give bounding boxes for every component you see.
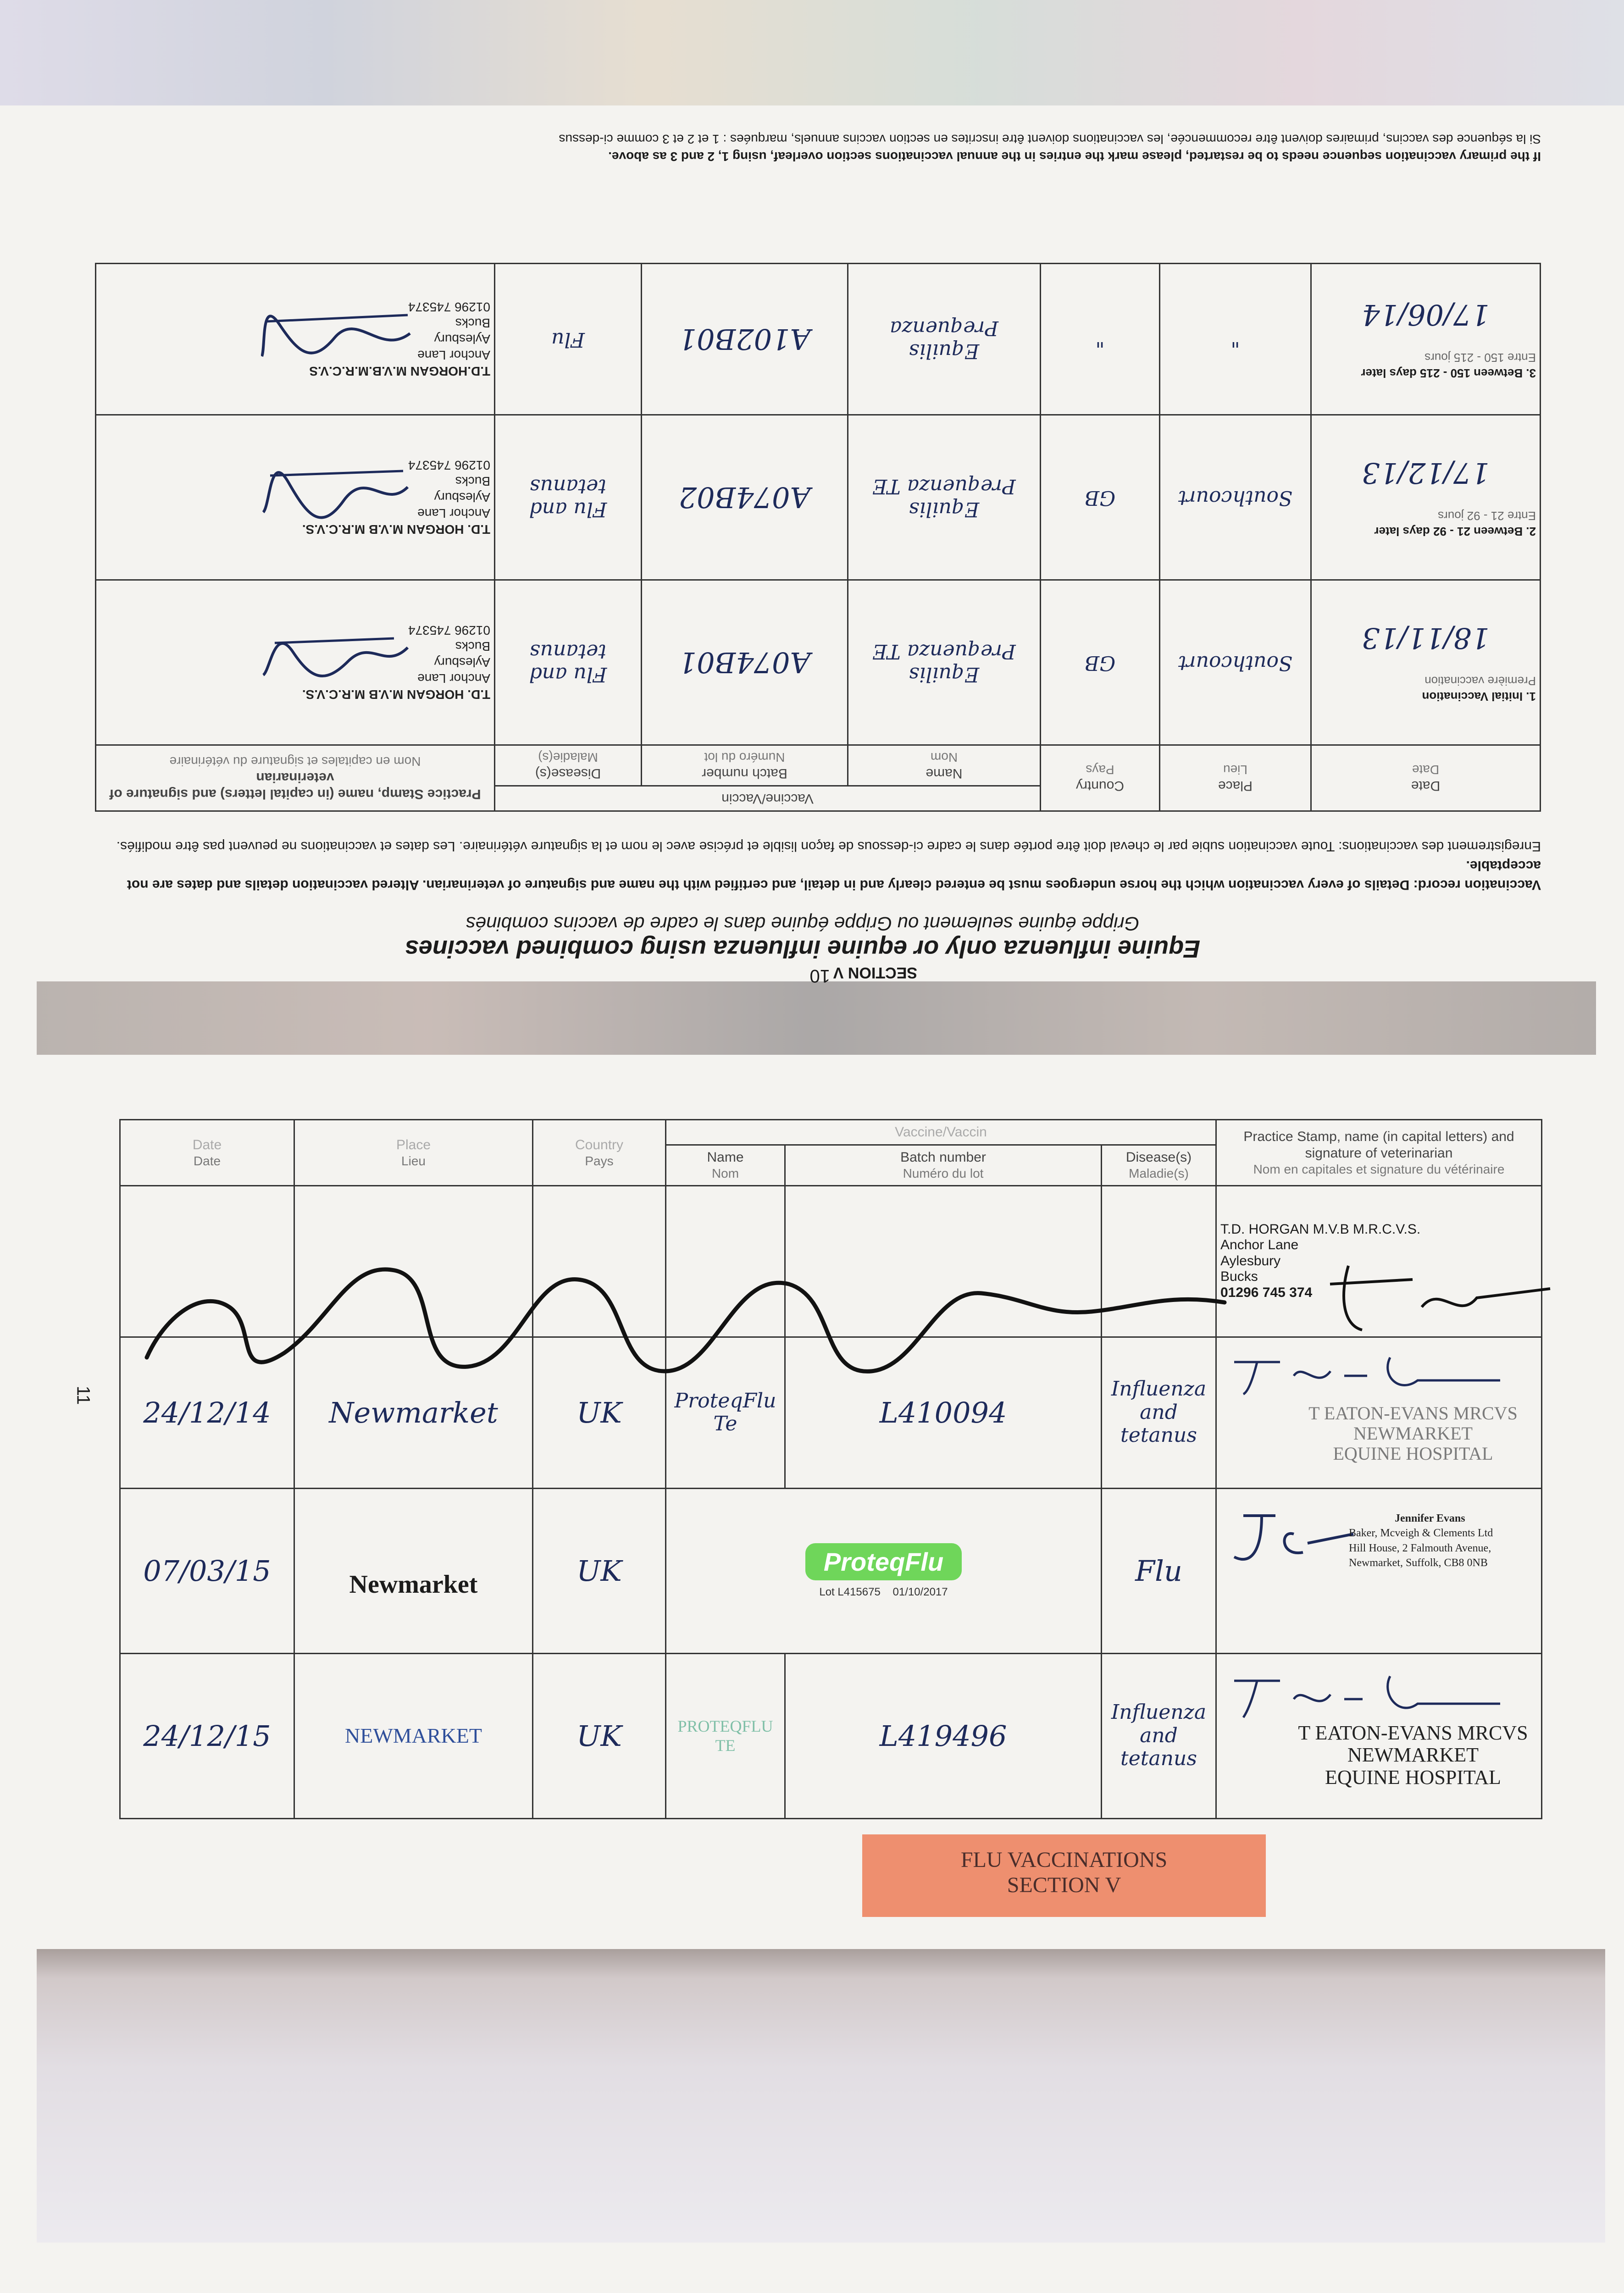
disease-cell: Flu and tetanus <box>495 415 642 580</box>
stamp-cell <box>96 415 495 580</box>
header-date: Date Date <box>1311 745 1541 811</box>
vet-signature <box>1225 1667 1509 1722</box>
header-vaccine: Vaccine/Vaccin <box>495 786 1041 811</box>
page-number: 10 <box>809 966 830 986</box>
batch-cell: L410094 <box>785 1337 1102 1488</box>
page-number: 11 <box>73 1385 94 1405</box>
restart-note: If the primary vaccination sequence needs to be restarted, please mark the entries in the annual vaccinations section overleaf, using 1, 2 and 3 as above. <box>608 150 1541 164</box>
table-row <box>96 580 1541 745</box>
vet-signature <box>261 464 412 524</box>
place-cell: Southcourt <box>1160 580 1311 745</box>
batch-cell: A074B02 <box>642 415 848 580</box>
place-cell: Newmarket <box>294 1337 533 1488</box>
header-disease: Disease(s) Maladie(s) <box>1102 1145 1216 1186</box>
header-country: Country Pays <box>533 1120 666 1186</box>
vaccine-name-cell: Equilis Prequenza <box>848 264 1041 415</box>
vet-stamp: T.D. HORGAN M.V.B M.R.C.V.S. Anchor Lane Aylesbury Bucks 01296 745374 <box>100 622 490 703</box>
disease-cell: Influenza and tetanus <box>1102 1653 1216 1818</box>
section-tab-label: FLU VACCINATIONS SECTION V <box>862 1834 1266 1917</box>
vaccine-label-sticker <box>666 1488 1102 1653</box>
header-place: Place Lieu <box>294 1120 533 1186</box>
scan-artifact-middle <box>37 981 1596 1055</box>
scan-artifact-top <box>0 0 1624 105</box>
strike-through-scribble <box>138 1234 1229 1390</box>
country-cell: UK <box>533 1337 666 1488</box>
header-batch: Batch number Numéro du lot <box>785 1145 1102 1186</box>
proteqflu-sticker-badge: ProteqFlu <box>805 1543 962 1580</box>
header-stamp: Practice Stamp, name (in capital letters) and signature of veterinarian Nom en capitales et signature du vétérinaire <box>96 745 495 811</box>
country-cell: " <box>1041 264 1160 415</box>
place-cell: Newmarket <box>294 1488 533 1653</box>
page-11 <box>73 1055 1564 1903</box>
date-cell: 07/03/15 <box>120 1488 294 1653</box>
page-10 <box>69 115 1559 986</box>
header-name: Name Nom <box>666 1145 785 1186</box>
sticker-expiry: 01/10/2017 <box>892 1585 948 1598</box>
restart-note-fr: Si la séquence des vaccins, primaires doivent être recommencée, les vaccinations doivent être inscrites en section vaccins annuels, marquées : 1 et 2 et 3 comme ci-dessus <box>559 132 1541 147</box>
vet-signature <box>1225 1507 1363 1575</box>
place-cell: " <box>1160 264 1311 415</box>
country-cell: UK <box>533 1488 666 1653</box>
country-cell: GB <box>1041 580 1160 745</box>
stamp-cell: Jennifer Evans Baker, Mcveigh & Clements Ltd Hill House, 2 Falmouth Avenue, Newmarket, Suffolk, CB8 0NB <box>1216 1488 1542 1653</box>
vet-signature <box>261 629 412 689</box>
vaccination-table-page-10 <box>95 263 1541 812</box>
batch-cell: L419496 <box>785 1653 1102 1818</box>
disease-cell: Flu and tetanus <box>495 580 642 745</box>
date-cell: 2. Between 21 - 92 days later Entre 21 - 92 jours 17/12/13 <box>1311 415 1541 580</box>
vet-stamp: T.D. HORGAN M.V.B M.R.C.V.S. Anchor Lane Aylesbury Bucks 01296 745374 <box>100 457 490 537</box>
country-cell: UK <box>533 1653 666 1818</box>
vet-signature-struck-row <box>1321 1257 1559 1339</box>
vaccine-name-cell: Equilis Prequenza TE <box>848 580 1041 745</box>
header-vaccine: Vaccine/Vaccin <box>666 1120 1216 1145</box>
page-title: Equine influenza only or equine influenza using combined vaccines <box>405 935 1201 963</box>
stamp-cell <box>96 580 495 745</box>
sticker-lot: Lot L415675 <box>819 1585 881 1598</box>
vet-signature <box>261 306 412 366</box>
page-title-fr: Grippe équine seulement ou Grippe équine dans le cadre de vaccins combinés <box>466 913 1140 935</box>
vet-signature <box>1225 1348 1528 1399</box>
table-row <box>120 1488 1542 1653</box>
disease-cell: Flu <box>495 264 642 415</box>
header-disease: Disease(s) Maladie(s) <box>495 745 642 786</box>
vet-stamp: T.D.HORGAN M.V.B.M.R.C.V.S Anchor Lane Aylesbury Bucks 01296 745374 <box>100 299 490 379</box>
vaccination-table-page-11 <box>119 1119 1542 1819</box>
header-batch: Batch number Numéro du lot <box>642 745 848 786</box>
date-cell: 3. Between 150 - 215 days later Entre 150 - 215 jours 17/06/14 <box>1311 264 1541 415</box>
section-heading: SECTION V <box>833 964 917 981</box>
table-row <box>120 1653 1542 1818</box>
record-instructions-fr: Enregistrement des vaccinations: Toute vaccination subie par le cheval doit être portée dans le cadre ci-dessous de façon lisible et précise avec le nom et la signature vétérinaire. Les dates et vaccinations ne peuvent pas être modifiés. <box>116 839 1541 854</box>
batch-cell: A074B01 <box>642 580 848 745</box>
stamp-cell <box>96 264 495 415</box>
place-cell: NEWMARKET <box>294 1653 533 1818</box>
date-cell: 24/12/14 <box>120 1337 294 1488</box>
place-cell: Southcourt <box>1160 415 1311 580</box>
country-cell: GB <box>1041 415 1160 580</box>
record-instructions: Vaccination record: Details of every vaccination which the horse undergoes must be entered clearly and in detail, and certified with the name and signature of veterinarian. Altered vaccination details and dates are not acceptable. <box>127 858 1541 892</box>
stamp-cell: T EATON-EVANS MRCVS NEWMARKET EQUINE HOSPITAL <box>1216 1337 1542 1488</box>
disease-cell: Influenza and tetanus <box>1102 1337 1216 1488</box>
date-cell: 1. Initial Vaccination Première vaccination 18/11/13 <box>1311 580 1541 745</box>
vaccine-name-cell: Equilis Prequenza TE <box>848 415 1041 580</box>
date-cell: 24/12/15 <box>120 1653 294 1818</box>
header-stamp: Practice Stamp, name (in capital letters) and signature of veterinarian Nom en capitales et signature du vétérinaire <box>1216 1120 1542 1186</box>
vaccine-name-cell: PROTEQFLU TE <box>666 1653 785 1818</box>
vaccine-name-cell: ProteqFlu Te <box>666 1337 785 1488</box>
header-place: Place Lieu <box>1160 745 1311 811</box>
table-row <box>96 415 1541 580</box>
header-name: Name Nom <box>848 745 1041 786</box>
header-date: Date Date <box>120 1120 294 1186</box>
header-country: Country Pays <box>1041 745 1160 811</box>
vet-stamp: T.D. HORGAN M.V.B M.R.C.V.S. Anchor Lane Aylesbury Bucks 01296 745 374 <box>1220 1221 1421 1300</box>
table-row <box>96 264 1541 415</box>
disease-cell: Flu <box>1102 1488 1216 1653</box>
stamp-cell: T EATON-EVANS MRCVS NEWMARKET EQUINE HOSPITAL <box>1216 1653 1542 1818</box>
scan-artifact-bottom <box>37 1949 1605 2243</box>
batch-cell: A102B01 <box>642 264 848 415</box>
